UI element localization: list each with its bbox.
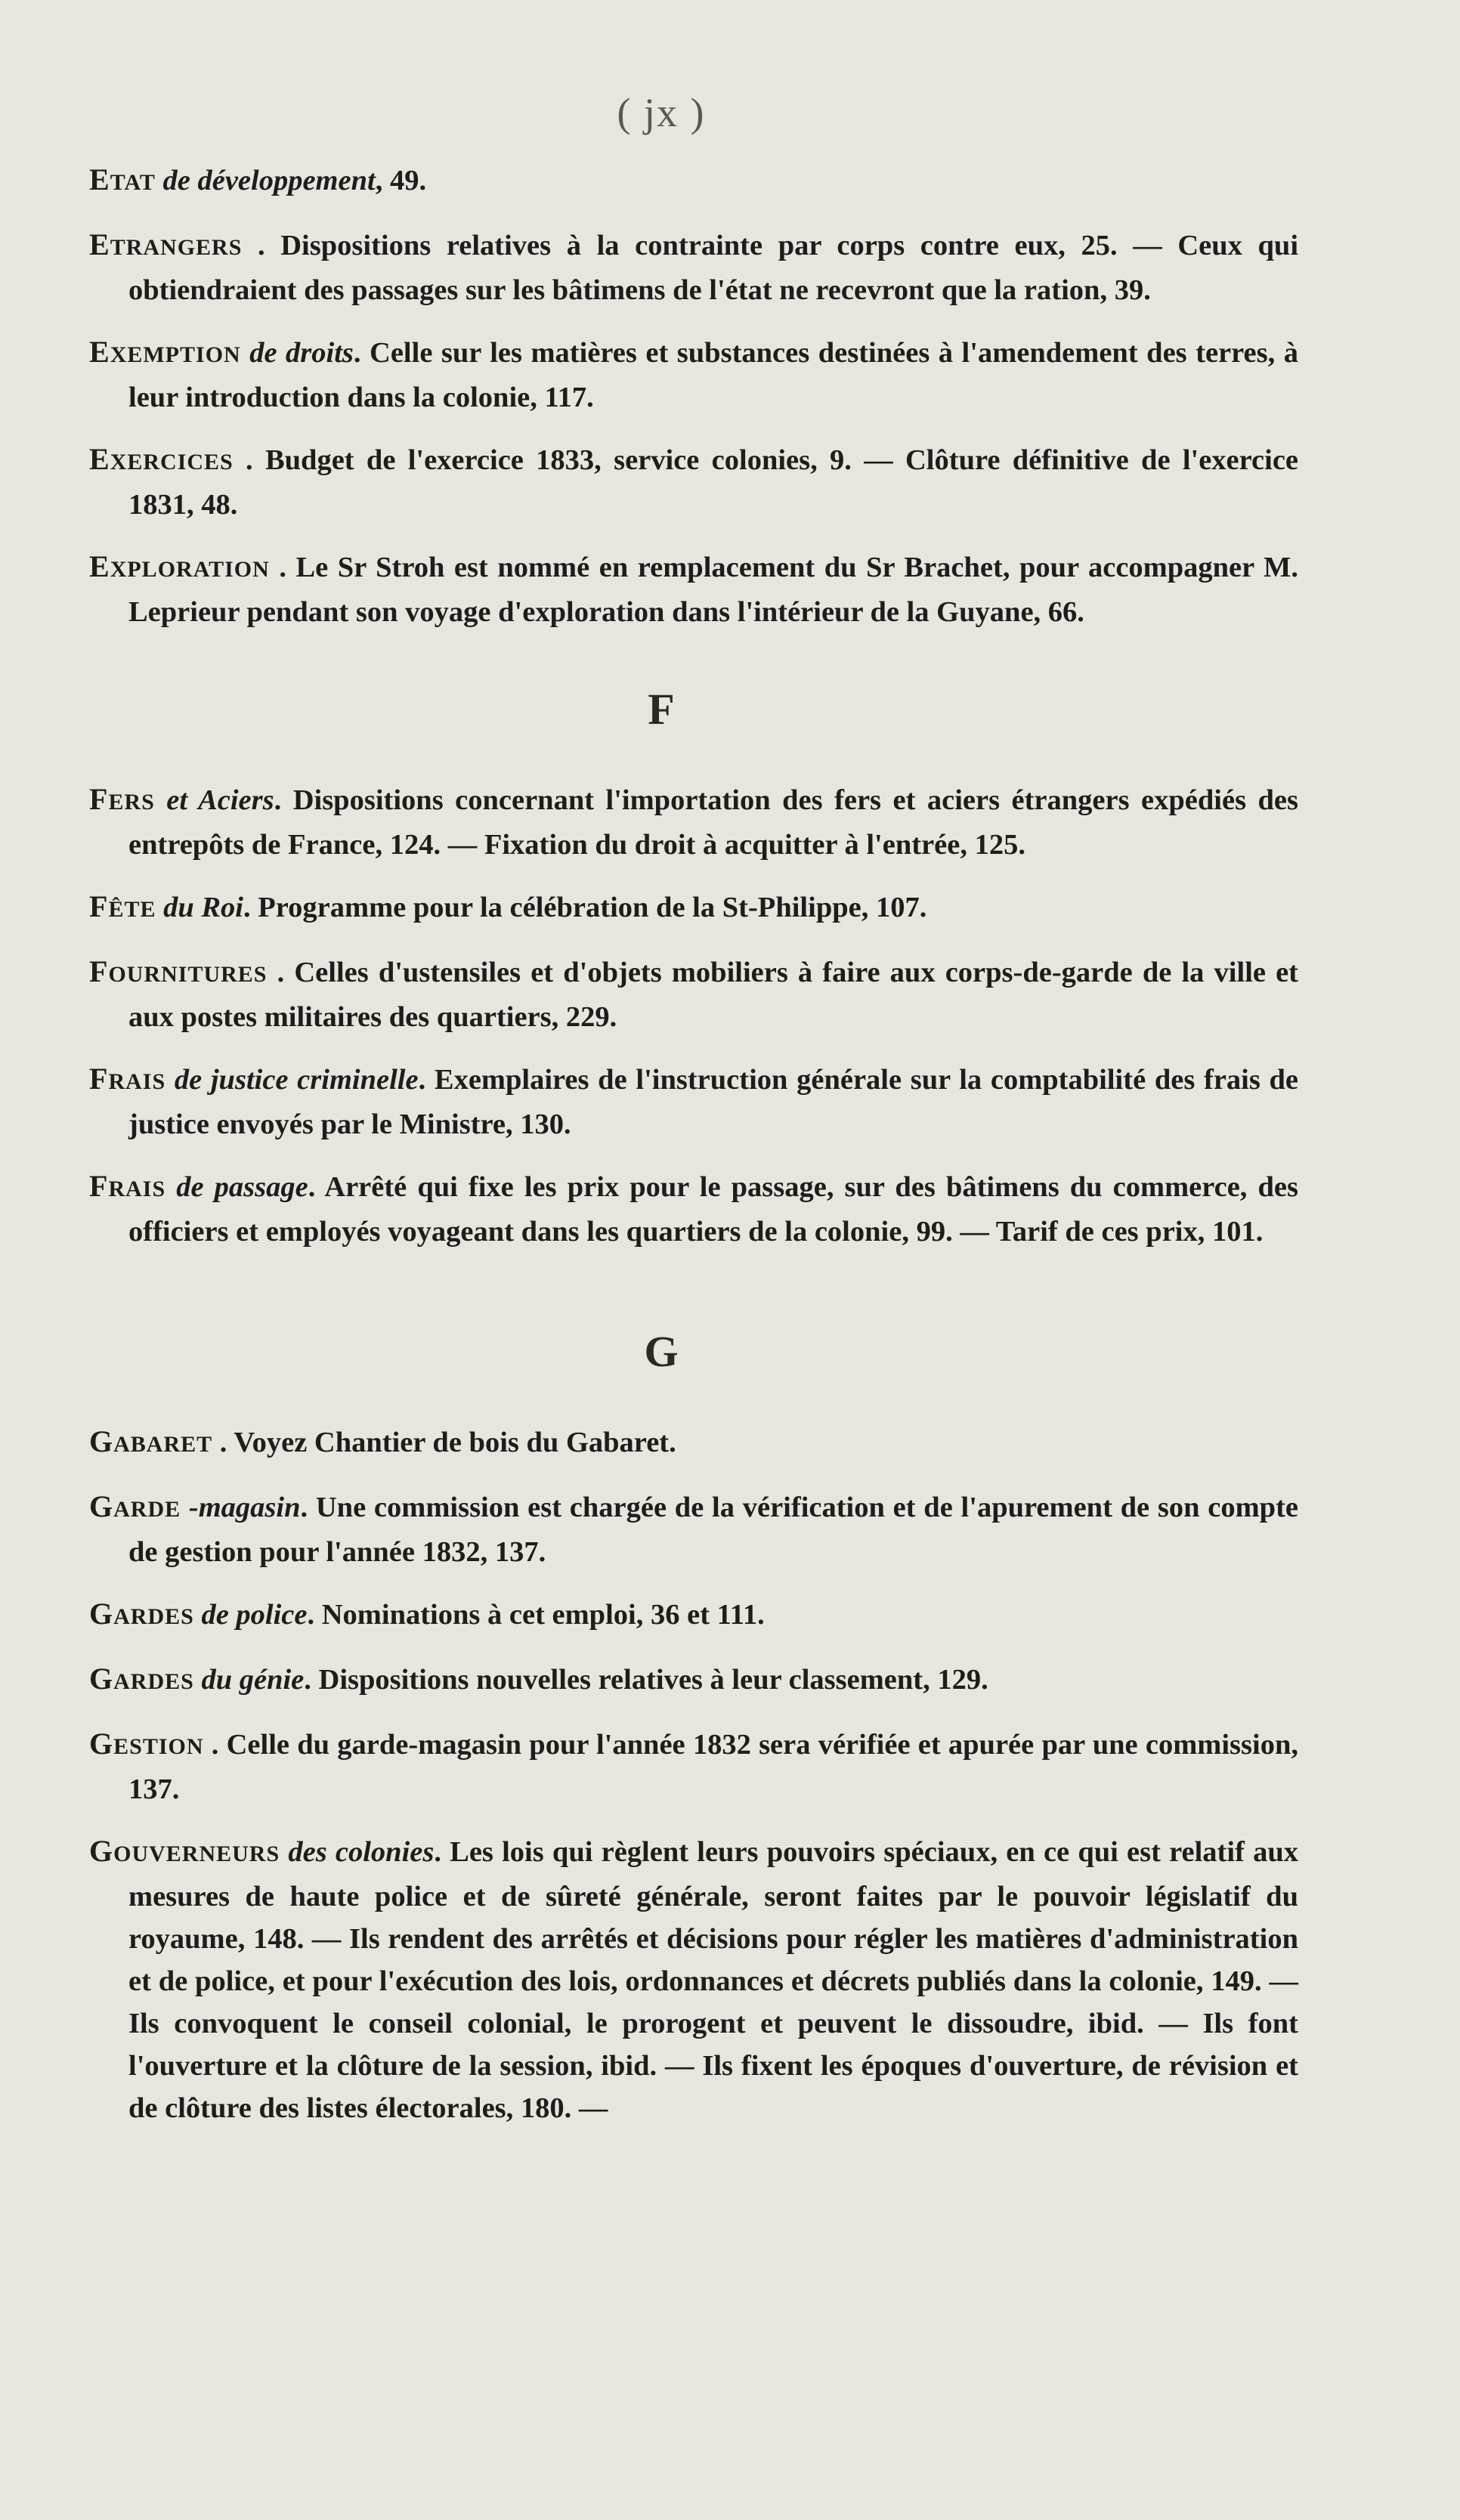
index-entry [89,331,1298,419]
entry-subheading: de droits [249,337,354,369]
entry-text: . Programme pour la célébration de la St-Philippe, 107. [243,892,927,923]
entry-text: . Celle du garde-magasin pour l'année 1832 sera vérifiée et apurée par une commission, 137. [128,1729,1298,1805]
index-entry [89,1658,1298,1703]
entry-text: . Arrêté qui fixe les prix pour le passage, sur des bâtimens du commerce, des officiers et employés voyageant dans les quartiers de la colonie, 99. — Tarif de ces prix, 101. [128,1171,1298,1248]
entry-heading: EXEMPTION [89,335,241,369]
entry-text: . Voyez Chantier de bois du Gabaret. [219,1427,676,1458]
entry-subheading: du génie [201,1664,305,1696]
index-entry [89,1486,1298,1573]
entry-text: . Budget de l'exercice 1833, service colonies, 9. — Clôture définitive de l'exercice 1831, 48. [128,444,1298,521]
entry-heading: FÊTE [89,889,156,923]
entry-heading: GARDE [89,1489,181,1523]
entry-heading: FRAIS [89,1062,166,1096]
index-entry [89,1058,1298,1146]
index-entry [89,224,1298,311]
entry-heading: ETAT [89,162,156,196]
page-number: ( jx ) [617,90,706,135]
entry-text: . Dispositions nouvelles relatives à leur classement, 129. [304,1664,988,1696]
index-entry [89,1593,1298,1638]
entry-heading: ETRANGERS [89,227,243,261]
section-f [89,778,1298,1272]
entry-text: . Nominations à cet emploi, 36 et 111. [307,1599,765,1631]
index-entry [89,1830,1298,2129]
section-g [89,1421,1298,2149]
entry-subheading: du Roi [163,892,244,923]
index-entry [89,886,1298,931]
entry-heading: GABARET [89,1424,213,1458]
entry-text: . Exemplaires de l'instruction générale sur la comptabilité des frais de justice envoyés par le Ministre, 130. [128,1064,1299,1140]
entry-heading: GESTION [89,1727,204,1761]
entry-subheading: et Aciers [166,784,274,816]
section-e [89,159,1298,653]
entry-heading: GARDES [89,1597,194,1631]
index-entry [89,778,1298,866]
index-entry [89,1165,1298,1253]
entry-text: . Dispositions concernant l'importation des fers et aciers étrangers expédiés des entrepôts de France, 124. — Fixation du droit à acquitter à l'entrée, 125. [128,784,1299,861]
entry-heading: FERS [89,782,155,816]
entry-heading: EXERCICES [89,442,234,476]
section-letter-f: F [648,685,675,734]
entry-text: . Les lois qui règlent leurs pouvoirs spéciaux, en ce qui est relatif aux mesures de haute police et de sûreté générale, seront faites par le pouvoir législatif du royaume, 148. — Ils rendent des arrêtés et décisions pour régler les matières d'administration et de police, et pour l'exécution des lois, ordonnances et décrets publiés dans la colonie, 149. — Ils convoquent le conseil colonial, le prorogent et peuvent le dissoudre, ibid. — Ils font l'ouverture et la clôture de la session, ibid. — Ils fixent les époques d'ouverture, de révision et de clôture des listes électorales, 180. — [128,1836,1298,2124]
index-entry [89,159,1298,204]
entry-heading: EXPLORATION [89,549,270,583]
entry-text: . Dispositions relatives à la contrainte par corps contre eux, 25. — Ceux qui obtiendraient des passages sur les bâtimens de l'état ne recevront que la ration, 39. [128,230,1299,306]
index-entry [89,546,1298,633]
index-entry [89,1421,1298,1466]
entry-heading: FRAIS [89,1169,166,1203]
index-entry [89,951,1298,1038]
entry-subheading: des colonies [288,1836,435,1868]
entry-text: , 49. [375,165,427,196]
entry-text: . Celles d'ustensiles et d'objets mobiliers à faire aux corps-de-garde de la ville et aux postes militaires des quartiers, 229. [128,957,1298,1033]
entry-subheading: de développement [162,165,376,196]
section-letter-g: G [644,1327,679,1376]
index-entry [89,438,1298,526]
entry-text: . Celle sur les matières et substances destinées à l'amendement des terres, à leur introduction dans la colonie, 117. [128,337,1298,413]
entry-heading: FOURNITURES [89,954,268,988]
entry-subheading: de justice criminelle [174,1064,419,1096]
entry-subheading: de passage [176,1171,308,1203]
entry-heading: GOUVERNEURS [89,1834,280,1868]
entry-heading: GARDES [89,1662,194,1696]
entry-subheading: -magasin [188,1492,301,1523]
entry-subheading: de police [201,1599,308,1631]
index-entry [89,1723,1298,1810]
entry-text: . Le Sr Stroh est nommé en remplacement du Sr Brachet, pour accompagner M. Leprieur pendant son voyage d'exploration dans l'intérieur de la Guyane, 66. [128,552,1299,628]
entry-text: . Une commission est chargée de la vérification et de l'apurement de son compte de gestion pour l'année 1832, 137. [128,1492,1299,1568]
